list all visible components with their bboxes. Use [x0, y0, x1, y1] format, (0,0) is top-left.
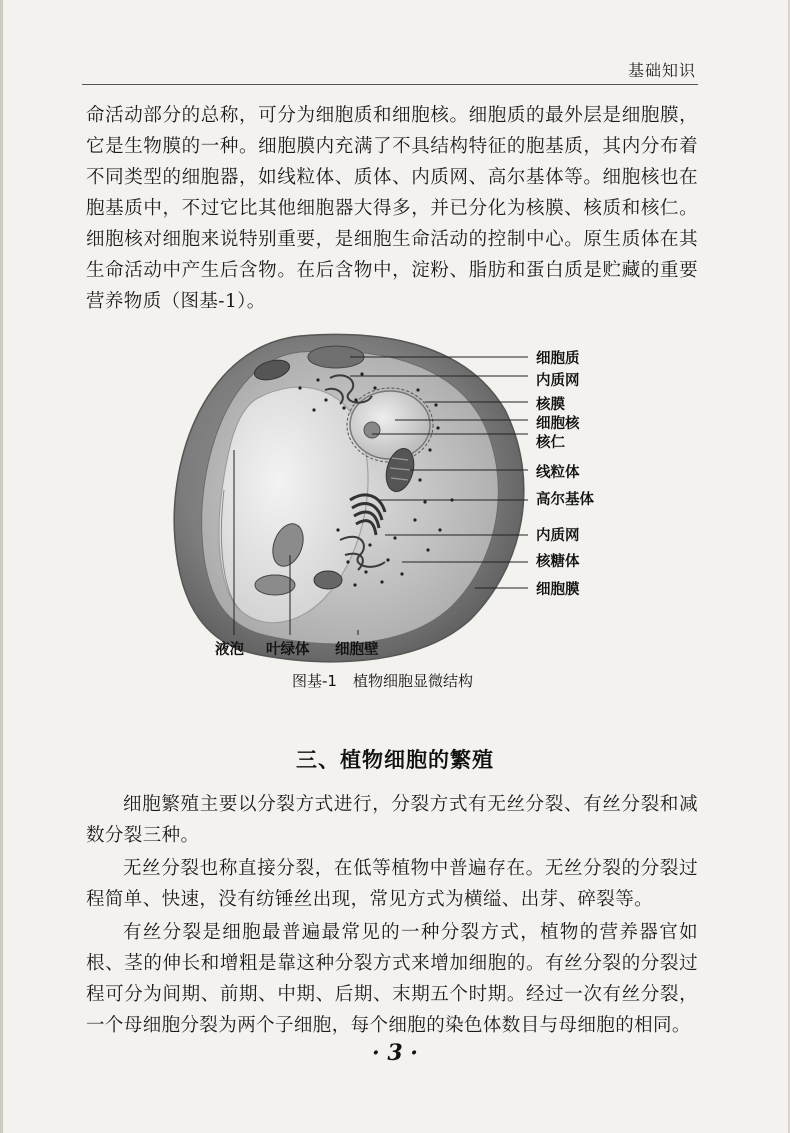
label-cytoplasm: 细胞质: [536, 350, 580, 367]
chloroplast: [255, 575, 295, 595]
label-vacuole: 液泡: [215, 641, 244, 658]
running-header-title: 基础知识: [627, 61, 696, 80]
plant-cell-illustration: [0, 330, 790, 690]
cell-figure: [0, 330, 790, 690]
label-endoplasmic-reticulum: 内质网: [536, 372, 580, 389]
label-nuclear-envelope: 核膜: [536, 396, 565, 413]
label-chloroplast: 叶绿体: [266, 641, 310, 658]
page-number: · 3 ·: [372, 1040, 418, 1066]
nucleus: [350, 391, 430, 459]
mitochondrion: [314, 571, 342, 589]
header-rule: [82, 84, 698, 85]
section-paragraph-3: 有丝分裂是细胞最普遍最常见的一种分裂方式，植物的营养器官如根、茎的伸长和增粗是靠这种分裂方式来增加细胞的。有丝分裂的分裂过程可分为间期、前期、中期、后期、末期五个时期。经过一次有丝分裂，一个母细胞分裂为两个子细胞，每个细胞的染色体数目与母细胞的相同。: [86, 922, 698, 1036]
label-golgi-body: 高尔基体: [536, 491, 594, 508]
intro-paragraph: 命活动部分的总称，可分为细胞质和细胞核。细胞质的最外层是细胞膜，它是生物膜的一种。细胞膜内充满了不具结构特征的胞基质，其内分布着不同类型的细胞器，如线粒体、质体、内质网、高尔基体等。细胞核也在胞基质中，不过它比其他细胞器大得多，并已分化为核膜、核质和核仁。细胞核对细胞来说特别重要，是细胞生命活动的控制中心。原生质体在其生命活动中产生后含物。在后含物中，淀粉、脂肪和蛋白质是贮藏的重要营养物质（图基-1）。: [86, 105, 698, 312]
label-cell-wall: 细胞壁: [335, 641, 379, 658]
figure-caption: [292, 670, 473, 691]
label-cell-membrane: 细胞膜: [536, 581, 580, 598]
section-heading: 三、植物细胞的繁殖: [296, 748, 494, 772]
label-endoplasmic-reticulum-2: 内质网: [536, 527, 580, 544]
section-paragraph-1: 细胞繁殖主要以分裂方式进行，分裂方式有无丝分裂、有丝分裂和减数分裂三种。: [86, 794, 698, 846]
label-nucleolus: 核仁: [536, 434, 565, 451]
section-paragraph-2: 无丝分裂也称直接分裂，在低等植物中普遍存在。无丝分裂的分裂过程简单、快速，没有纺锤丝出现，常见方式为横缢、出芽、碎裂等。: [86, 858, 698, 910]
caption-number: 图基-1: [292, 672, 337, 690]
nucleolus: [364, 422, 380, 438]
caption-text: 植物细胞显微结构: [352, 672, 473, 690]
label-ribosome: 核糖体: [536, 553, 580, 570]
label-nucleus: 细胞核: [536, 415, 580, 432]
label-mitochondrion: 线粒体: [536, 464, 580, 481]
